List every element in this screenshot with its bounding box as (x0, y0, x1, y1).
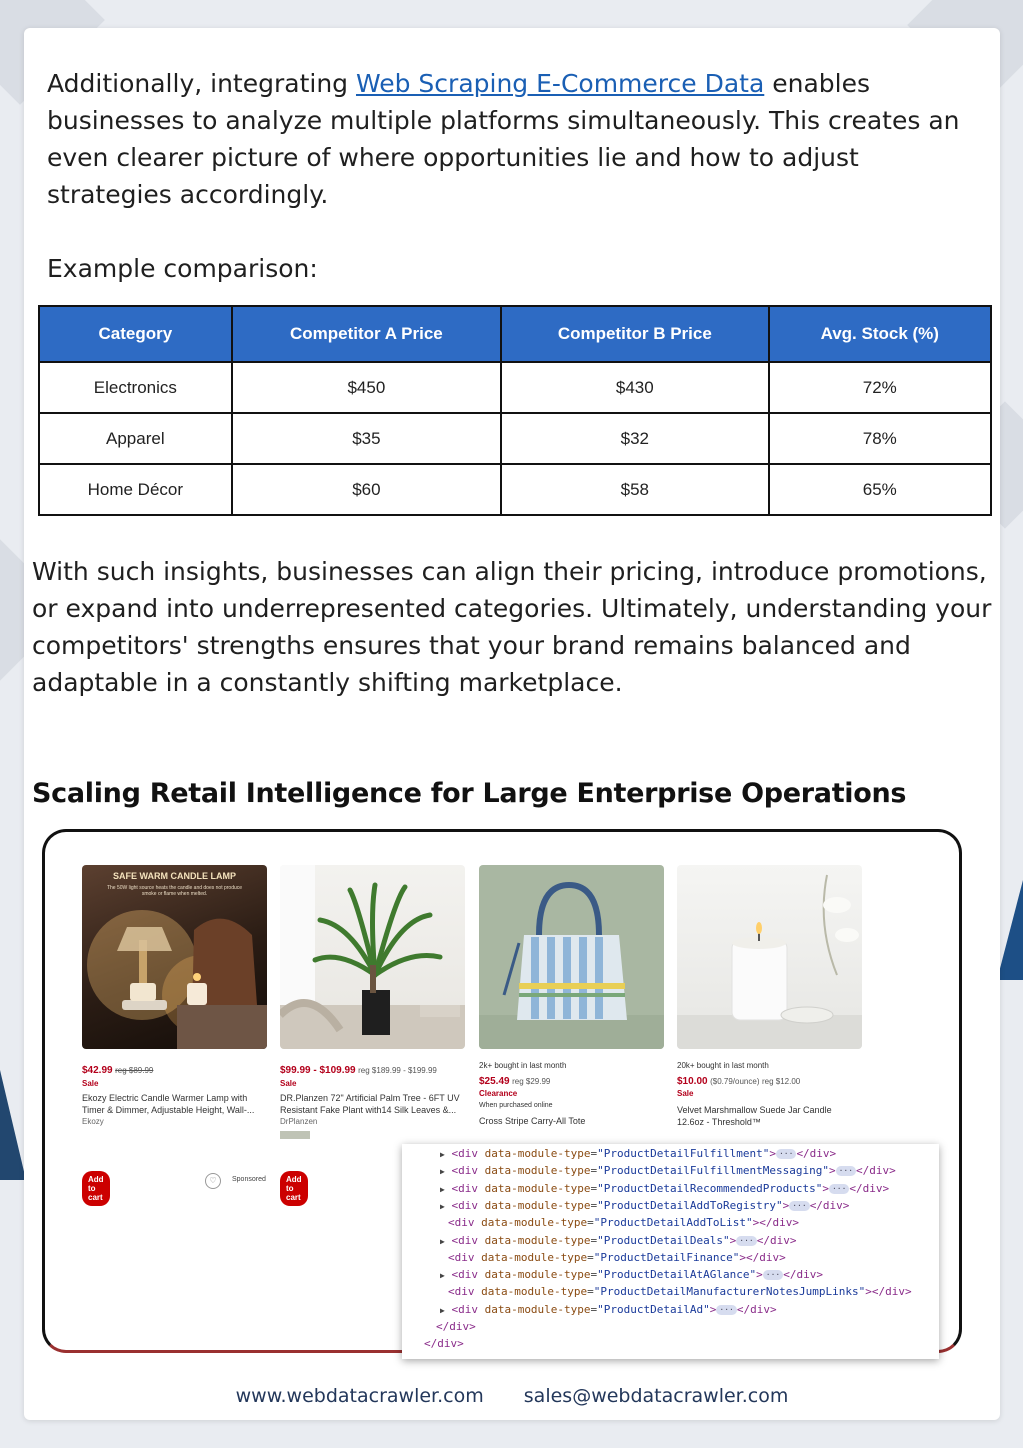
heart-icon[interactable]: ♡ (205, 1173, 221, 1189)
table-row (39, 413, 991, 464)
table-row (39, 362, 991, 413)
email-link[interactable]: sales@webdatacrawler.com (523, 1385, 789, 1407)
table-cell: $32 (501, 413, 768, 464)
code-closing-line: </div> (436, 1320, 476, 1333)
insights-paragraph: With such insights, businesses can align their pricing, introduce promotions, or expand into underrepresented categories. Ultimately, understanding your competitors' strengths ensures that your brand remains balanced and adaptable in a constantly shifting marketplace. (32, 557, 992, 697)
code-line[interactable]: ▶ <div data-module-type="ProductDetailFulfillment"> ··· </div> (440, 1147, 837, 1160)
table-cell: $60 (232, 464, 501, 515)
table-cell: Electronics (39, 362, 232, 413)
table-cell: $35 (232, 413, 501, 464)
column-header: Competitor A Price (232, 306, 501, 362)
table-cell: 78% (769, 413, 991, 464)
comparison-table (38, 305, 992, 516)
table-cell: 65% (769, 464, 991, 515)
html-code-overlay (402, 1144, 939, 1359)
table-cell: $58 (501, 464, 768, 515)
table-cell: $430 (501, 362, 768, 413)
column-header: Avg. Stock (%) (769, 306, 991, 362)
code-line[interactable]: ▶ <div data-module-type="ProductDetailAtAGlance"> ··· </div> (440, 1268, 823, 1282)
table-cell: $450 (232, 362, 501, 413)
add-to-cart-button[interactable]: Add to cart (280, 1171, 308, 1206)
document-page (24, 28, 1000, 1420)
intro-paragraph: Additionally, integrating Web Scraping E-Commerce Data enables businesses to analyze multiple platforms simultaneously. This creates an even clearer picture of where opportunities lie and how to adjust strategies accordingly. (47, 69, 960, 209)
website-link[interactable]: www.webdatacrawler.com (235, 1385, 484, 1407)
code-line[interactable]: ▶ <div data-module-type="ProductDetailDeals"> ··· </div> (440, 1233, 797, 1247)
jar-candle-image (677, 865, 862, 1049)
code-line[interactable]: ▶ <div data-module-type="ProductDetailFulfillmentMessaging"> ··· </div> (440, 1164, 896, 1178)
code-line[interactable]: <div data-module-type="ProductDetailFinance"></div> (448, 1250, 786, 1264)
code-line[interactable]: <div data-module-type="ProductDetailAddToList"></div> (448, 1216, 800, 1230)
table-row (39, 464, 991, 515)
variant-swatches[interactable] (280, 1131, 310, 1139)
table-header-row (39, 306, 991, 362)
code-line[interactable]: ▶ <div data-module-type="ProductDetailAddToRegistry"> ··· </div> (440, 1198, 850, 1212)
code-line[interactable]: ▶ <div data-module-type="ProductDetailRecommendedProducts"> ··· </div> (440, 1181, 890, 1195)
example-label: Example comparison: (47, 254, 318, 283)
tote-bag-image (479, 865, 664, 1049)
table-cell: Apparel (39, 413, 232, 464)
web-scraping-link[interactable]: Web Scraping E-Commerce Data (355, 69, 765, 98)
add-to-cart-button[interactable]: Add to cart (82, 1171, 110, 1206)
section-heading: Scaling Retail Intelligence for Large Enterprise Operations (32, 778, 907, 809)
column-header: Category (39, 306, 232, 362)
code-closing-line: </div> (424, 1337, 464, 1351)
code-line[interactable]: <div data-module-type="ProductDetailManufacturerNotesJumpLinks"></div> (448, 1285, 912, 1299)
screenshot-frame: SAFE WARM CANDLE LAMP The 50W light source heats the candle and does not produce smoke or flame when melted. $42.99 reg $89.99 Sale Ekozy Electric Candle Warmer Lamp with Timer & Dimmer, Adjustable Height, Wall-... Ekozy Add to cart ♡ Sponsored $99.99 - $109.99 reg $189.99 - $199.99 Sale DR.Planzen 72" Artificial Palm Tree - 6FT UV Resistant Fake Plant with14 Silk Leaves &... DrPlanzen Add to cart 2k+ bought in last month $25.49 reg $29.99 Clearance When purchased online Cross Stripe Carry-All Tote 20k+ bought in last month $10.00 ($0.79/ounce) reg $12.00 Sale Velvet Marshmallow Suede Jar Candle 12.6oz - Threshold™ (42, 829, 962, 1353)
column-header: Competitor B Price (501, 306, 768, 362)
candle-lamp-image: SAFE WARM CANDLE LAMP The 50W light source heats the candle and does not produce smoke or flame when melted. (82, 865, 267, 1049)
footer (24, 1385, 1000, 1407)
palm-tree-image (280, 865, 465, 1049)
code-line[interactable]: ▶ <div data-module-type="ProductDetailAd"> ··· </div> (440, 1302, 777, 1316)
table-cell: 72% (769, 362, 991, 413)
table-cell: Home Décor (39, 464, 232, 515)
